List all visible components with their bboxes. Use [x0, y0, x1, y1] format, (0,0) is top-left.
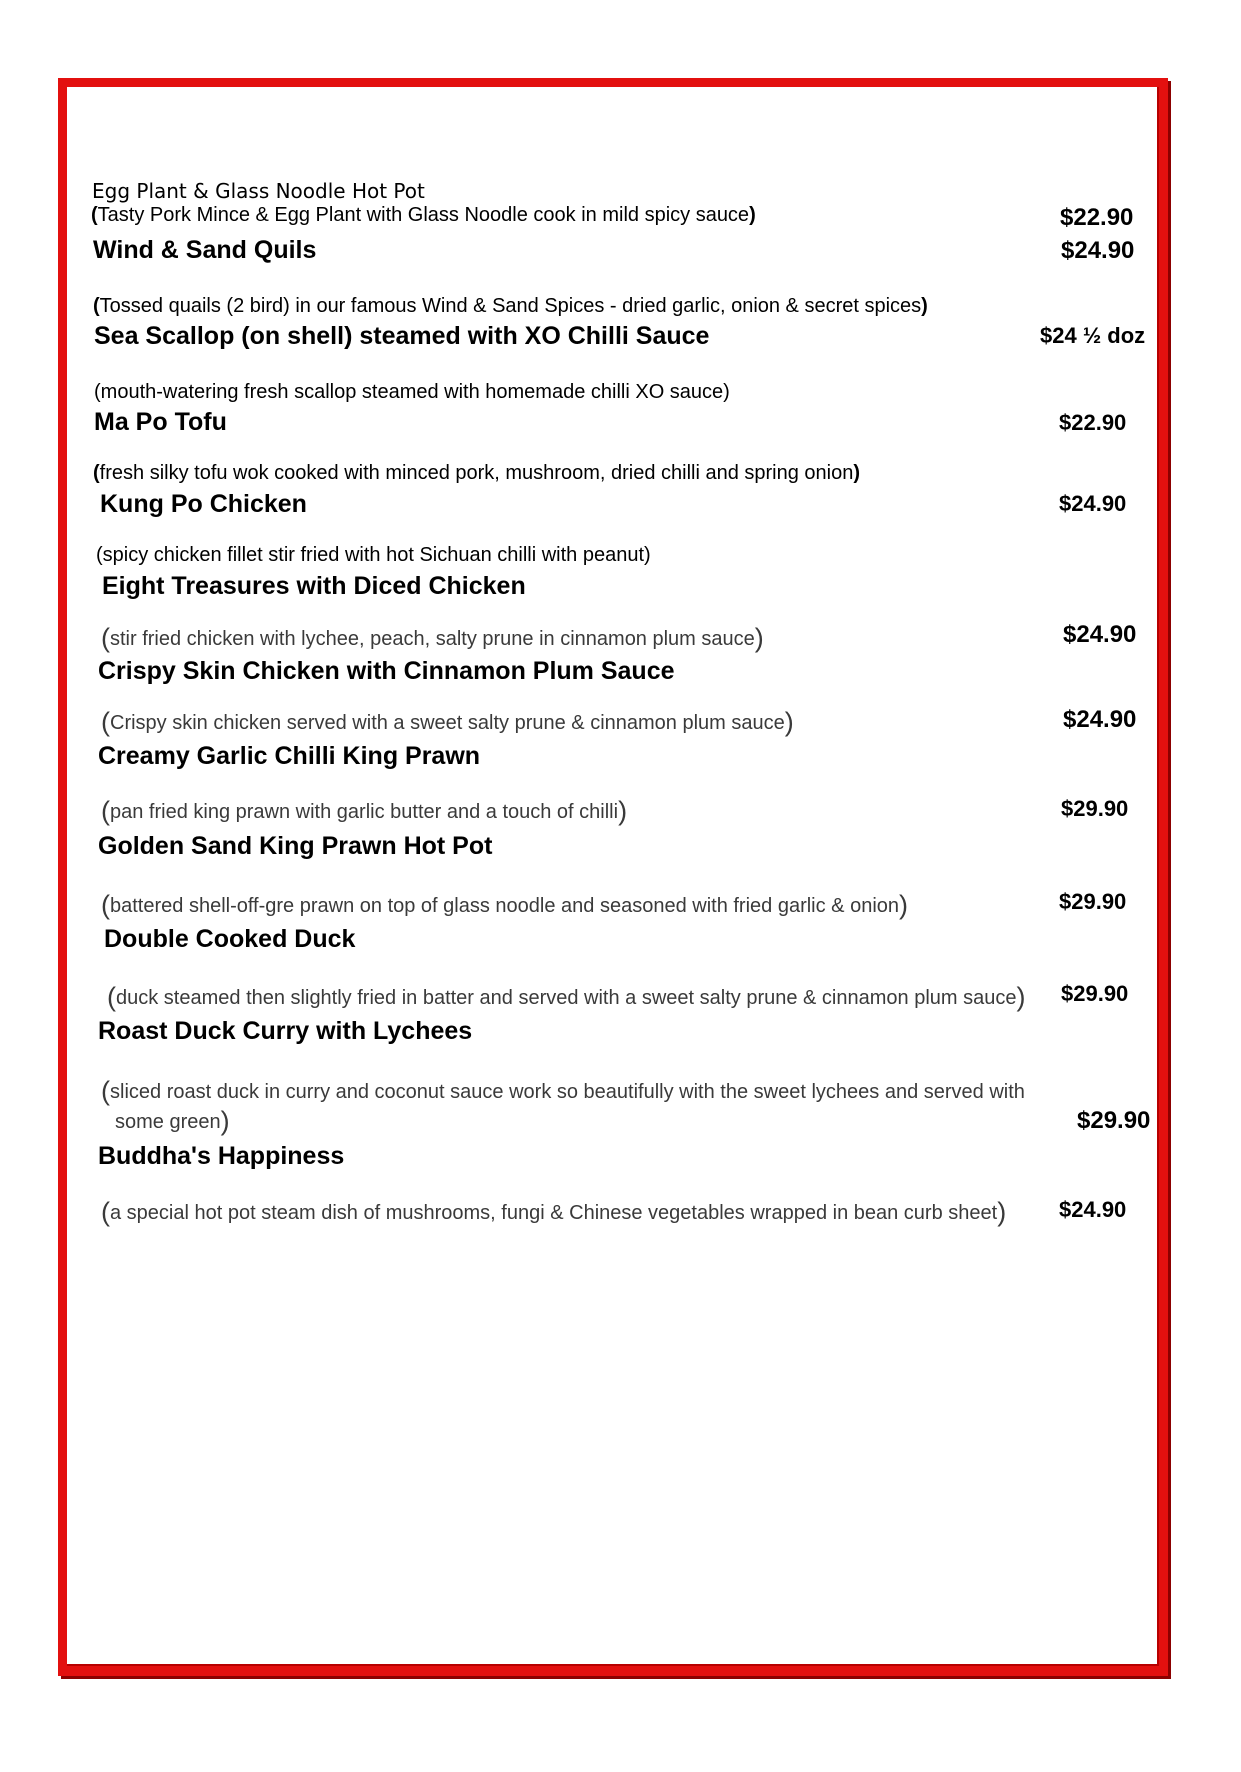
- menu-item-name: Kung Po Chicken: [100, 490, 307, 518]
- menu-item-name: Ma Po Tofu: [94, 408, 227, 436]
- menu-item-name: Wind & Sand Quils: [93, 236, 317, 264]
- menu-item-name: Crispy Skin Chicken with Cinnamon Plum Sauce: [98, 657, 675, 685]
- menu-item-description: (battered shell-off-gre prawn on top of glass noodle and seasoned with fried garlic & onion): [101, 890, 909, 920]
- menu-item-description: (Crispy skin chicken served with a sweet salty prune & cinnamon plum sauce): [101, 707, 794, 737]
- menu-item-price: $29.90: [1061, 796, 1129, 821]
- menu-item-price: $24.90: [1059, 491, 1127, 516]
- menu-item-description: (duck steamed then slightly fried in batter and served with a sweet salty prune & cinnamon plum sauce): [107, 982, 1026, 1012]
- menu-item-name: Eight Treasures with Diced Chicken: [102, 572, 526, 600]
- menu-item-name: Creamy Garlic Chilli King Prawn: [98, 742, 481, 770]
- menu-item-price: $24.90: [1061, 237, 1135, 264]
- menu-item-description: (stir fried chicken with lychee, peach, salty prune in cinnamon plum sauce): [101, 623, 764, 653]
- menu-item-name: Double Cooked Duck: [104, 925, 356, 953]
- menu-item-description-line1: (sliced roast duck in curry and coconut sauce work so beautifully with the sweet lychees and served with: [101, 1076, 1025, 1106]
- menu-item-price: $29.90: [1059, 889, 1127, 914]
- menu-item-price: $22.90: [1060, 204, 1134, 231]
- menu-item-name: Sea Scallop (on shell) steamed with XO Chilli Sauce: [94, 322, 710, 350]
- menu-item-price: $24.90: [1059, 1197, 1127, 1222]
- menu-item-name: Golden Sand King Prawn Hot Pot: [98, 832, 493, 860]
- menu-item-price: $22.90: [1059, 410, 1127, 435]
- menu-item-description: (fresh silky tofu wok cooked with minced pork, mushroom, dried chilli and spring onion): [93, 462, 861, 484]
- menu-item-price: $29.90: [1061, 981, 1129, 1006]
- menu-item-description-line2: some green): [115, 1106, 230, 1136]
- menu-item-description: (a special hot pot steam dish of mushrooms, fungi & Chinese vegetables wrapped in bean curb sheet): [101, 1197, 1007, 1227]
- menu-item-price: $24.90: [1063, 706, 1137, 733]
- menu-item-price: $24.90: [1063, 621, 1137, 648]
- menu-item-description: (spicy chicken fillet stir fried with hot Sichuan chilli with peanut): [96, 544, 651, 566]
- menu-item-description: (Tasty Pork Mince & Egg Plant with Glass Noodle cook in mild spicy sauce): [91, 204, 756, 226]
- menu-item-description: (Tossed quails (2 bird) in our famous Wind & Sand Spices - dried garlic, onion & secret spices): [93, 295, 928, 317]
- menu-item-name: Egg Plant & Glass Noodle Hot Pot: [92, 179, 425, 203]
- menu-item-name: Buddha's Happiness: [98, 1142, 345, 1170]
- menu-item-price: $24 ½ doz: [1040, 323, 1146, 348]
- menu-item-description: (mouth-watering fresh scallop steamed with homemade chilli XO sauce): [94, 381, 730, 403]
- menu-item-description: (pan fried king prawn with garlic butter and a touch of chilli): [101, 796, 628, 826]
- menu-border-frame: [58, 78, 1168, 1676]
- menu-item-price: $29.90: [1077, 1107, 1151, 1134]
- menu-item-name: Roast Duck Curry with Lychees: [98, 1017, 473, 1045]
